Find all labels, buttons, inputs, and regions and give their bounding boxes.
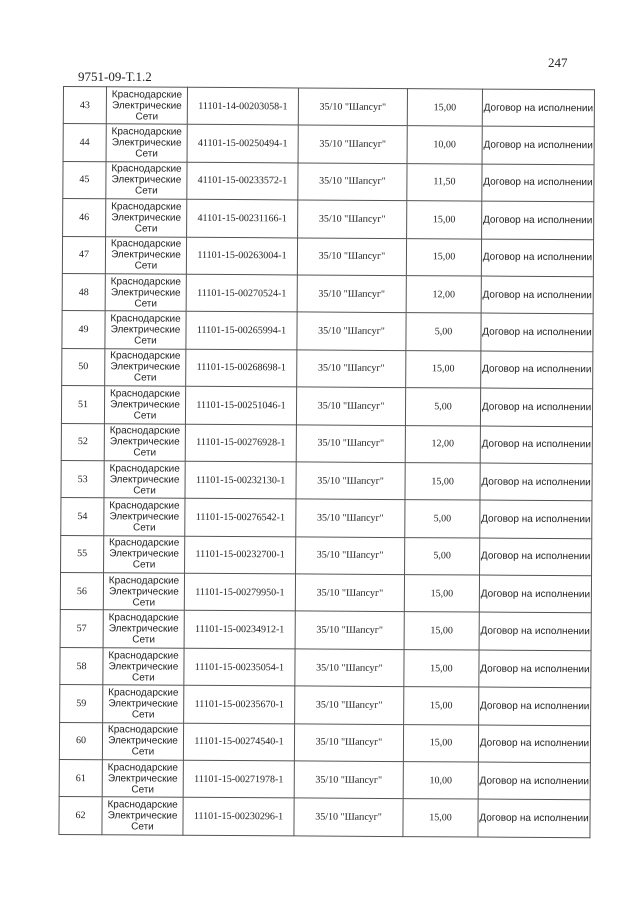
row-number: 44 [63,124,106,162]
row-number: 55 [61,535,104,573]
power-cell: 5,00 [405,500,480,538]
status-cell: Договор на исполнении [479,613,591,651]
organization-cell: Краснодарские Электрические Сети [104,461,185,499]
row-number: 48 [62,273,105,311]
substation-cell: 35/10 "Шапсуг" [298,125,407,163]
status-cell: Договор на исполнении [481,276,593,314]
organization-cell: Краснодарские Электрические Сети [104,386,185,424]
row-number: 47 [62,236,105,274]
power-cell: 5,00 [406,313,481,351]
organization-cell: Краснодарские Электрические Сети [102,722,183,760]
power-cell: 15,00 [406,238,481,276]
substation-cell: 35/10 "Шапсуг" [295,574,404,612]
table-row [61,460,592,501]
contract-code-cell: 11101-15-00276928-1 [185,424,296,462]
substation-cell: 35/10 "Шапсуг" [297,237,406,275]
power-cell: 15,00 [404,612,479,650]
table-row [63,161,594,202]
power-cell: 15,00 [404,649,479,687]
contract-code-cell: 11101-14-00203058-1 [187,87,298,125]
organization-cell: Краснодарские Электрические Сети [104,498,185,536]
status-cell: Договор на исполнении [479,687,591,725]
row-number: 50 [62,348,105,386]
contract-code-cell: 11101-15-00234912-1 [184,611,295,649]
organization-cell: Краснодарские Электрические Сети [104,535,185,573]
substation-cell: 35/10 "Шапсуг" [297,312,406,350]
power-cell: 5,00 [405,537,480,575]
contract-code-cell: 11101-15-00251046-1 [185,386,296,424]
contract-code-cell: 11101-15-00263004-1 [186,237,297,275]
status-cell: Договор на исполнении [479,650,591,688]
table-row [62,348,593,389]
status-cell: Договор на исполнении [482,89,594,127]
status-cell: Договор на исполнении [478,799,590,837]
table-row [59,760,590,801]
contract-code-cell: 11101-15-00279950-1 [184,573,295,611]
contract-code-cell: 11101-15-00274540-1 [183,723,294,761]
power-cell: 11,50 [407,163,482,201]
table-row [60,647,591,688]
table-body [59,87,595,838]
contract-code-cell: 11101-15-00270524-1 [186,274,297,312]
row-number: 46 [63,199,106,237]
contract-code-cell: 11101-15-00235054-1 [184,648,295,686]
contract-code-cell: 41101-15-00233572-1 [187,162,298,200]
power-cell: 15,00 [404,575,479,613]
organization-cell: Краснодарские Электрические Сети [103,610,184,648]
status-cell: Договор на исполнении [478,762,590,800]
contract-code-cell: 11101-15-00276542-1 [185,499,296,537]
status-cell: Договор на исполнении [482,164,594,202]
row-number: 53 [61,460,104,498]
organization-cell: Краснодарские Электрические Сети [103,573,184,611]
organization-cell: Краснодарские Электрические Сети [103,648,184,686]
power-cell: 5,00 [405,388,480,426]
table-row [63,124,594,165]
substation-cell: 35/10 "Шапсуг" [296,537,405,575]
substation-cell: 35/10 "Шапсуг" [297,350,406,388]
row-number: 45 [63,161,106,199]
substation-cell: 35/10 "Шапсуг" [298,163,407,201]
power-cell: 15,00 [405,463,480,501]
organization-cell: Краснодарские Электрические Сети [105,236,186,274]
contract-code-cell: 11101-15-00232130-1 [185,461,296,499]
organization-cell: Краснодарские Электрические Сети [103,685,184,723]
organization-cell: Краснодарские Электрические Сети [106,87,187,125]
contract-code-cell: 11101-15-00235670-1 [184,685,295,723]
row-number: 56 [60,573,103,611]
status-cell: Договор на исполнении [480,388,592,426]
row-number: 61 [59,760,102,798]
organization-cell: Краснодарские Электрические Сети [104,423,185,461]
contract-code-cell: 41101-15-00231166-1 [187,199,298,237]
organization-cell: Краснодарские Электрические Сети [102,760,183,798]
contract-code-cell: 11101-15-00230296-1 [183,798,294,836]
table-row [59,722,590,763]
status-cell: Договор на исполнении [481,351,593,389]
row-number: 62 [59,797,102,835]
row-number: 49 [62,311,105,349]
contracts-table [58,86,595,838]
status-cell: Договор на исполнении [480,538,592,576]
row-number: 54 [61,498,104,536]
document-code: 9751-09-Т.1.2 [78,69,152,84]
power-cell: 10,00 [403,762,478,800]
table-row [63,87,594,128]
substation-cell: 35/10 "Шапсуг" [297,275,406,313]
status-cell: Договор на исполнении [481,239,593,277]
contract-code-cell: 11101-15-00232700-1 [185,536,296,574]
power-cell: 15,00 [407,201,482,239]
substation-cell: 35/10 "Шапсуг" [295,611,404,649]
contract-code-cell: 11101-15-00265994-1 [186,312,297,350]
substation-cell: 35/10 "Шапсуг" [298,88,407,126]
organization-cell: Краснодарские Электрические Сети [105,311,186,349]
substation-cell: 35/10 "Шапсуг" [296,499,405,537]
status-cell: Договор на исполнении [482,126,594,164]
substation-cell: 35/10 "Шапсуг" [294,761,403,799]
contract-code-cell: 11101-15-00268698-1 [186,349,297,387]
contract-code-cell: 41101-15-00250494-1 [187,125,298,163]
power-cell: 10,00 [407,126,482,164]
row-number: 43 [63,87,106,125]
row-number: 57 [60,610,103,648]
row-number: 59 [60,685,103,723]
table-row [61,386,592,427]
table-row [62,311,593,352]
status-cell: Договор на исполнении [481,313,593,351]
row-number: 51 [61,386,104,424]
row-number: 60 [59,722,102,760]
substation-cell: 35/10 "Шапсуг" [295,649,404,687]
status-cell: Договор на исполнении [482,201,594,239]
table-row [62,273,593,314]
power-cell: 12,00 [406,276,481,314]
substation-cell: 35/10 "Шапсуг" [295,686,404,724]
contract-code-cell: 11101-15-00271978-1 [183,760,294,798]
power-cell: 15,00 [407,89,482,127]
substation-cell: 35/10 "Шапсуг" [296,424,405,462]
table-row [61,498,592,539]
table-row [59,797,590,838]
organization-cell: Краснодарские Электрические Сети [106,199,187,237]
organization-cell: Краснодарские Электрические Сети [106,162,187,200]
substation-cell: 35/10 "Шапсуг" [294,798,403,836]
organization-cell: Краснодарские Электрические Сети [102,797,183,835]
table-row [63,199,594,240]
organization-cell: Краснодарские Электрические Сети [105,348,186,386]
row-number: 58 [60,647,103,685]
table-row [60,610,591,651]
status-cell: Договор на исполнении [479,575,591,613]
substation-cell: 35/10 "Шапсуг" [294,724,403,762]
organization-cell: Краснодарские Электрические Сети [105,274,186,312]
status-cell: Договор на исполнении [480,426,592,464]
table-row [60,573,591,614]
organization-cell: Краснодарские Электрические Сети [106,124,187,162]
substation-cell: 35/10 "Шапсуг" [298,200,407,238]
status-cell: Договор на исполнении [480,463,592,501]
page-number: 247 [548,55,568,70]
power-cell: 15,00 [403,724,478,762]
substation-cell: 35/10 "Шапсуг" [296,387,405,425]
substation-cell: 35/10 "Шапсуг" [296,462,405,500]
status-cell: Договор на исполнении [480,500,592,538]
power-cell: 12,00 [405,425,480,463]
status-cell: Договор на исполнении [478,725,590,763]
row-number: 52 [61,423,104,461]
power-cell: 15,00 [406,350,481,388]
table-row [60,685,591,726]
power-cell: 15,00 [403,799,478,837]
table-row [62,236,593,277]
table-row [61,423,592,464]
power-cell: 15,00 [404,687,479,725]
table-row [61,535,592,576]
